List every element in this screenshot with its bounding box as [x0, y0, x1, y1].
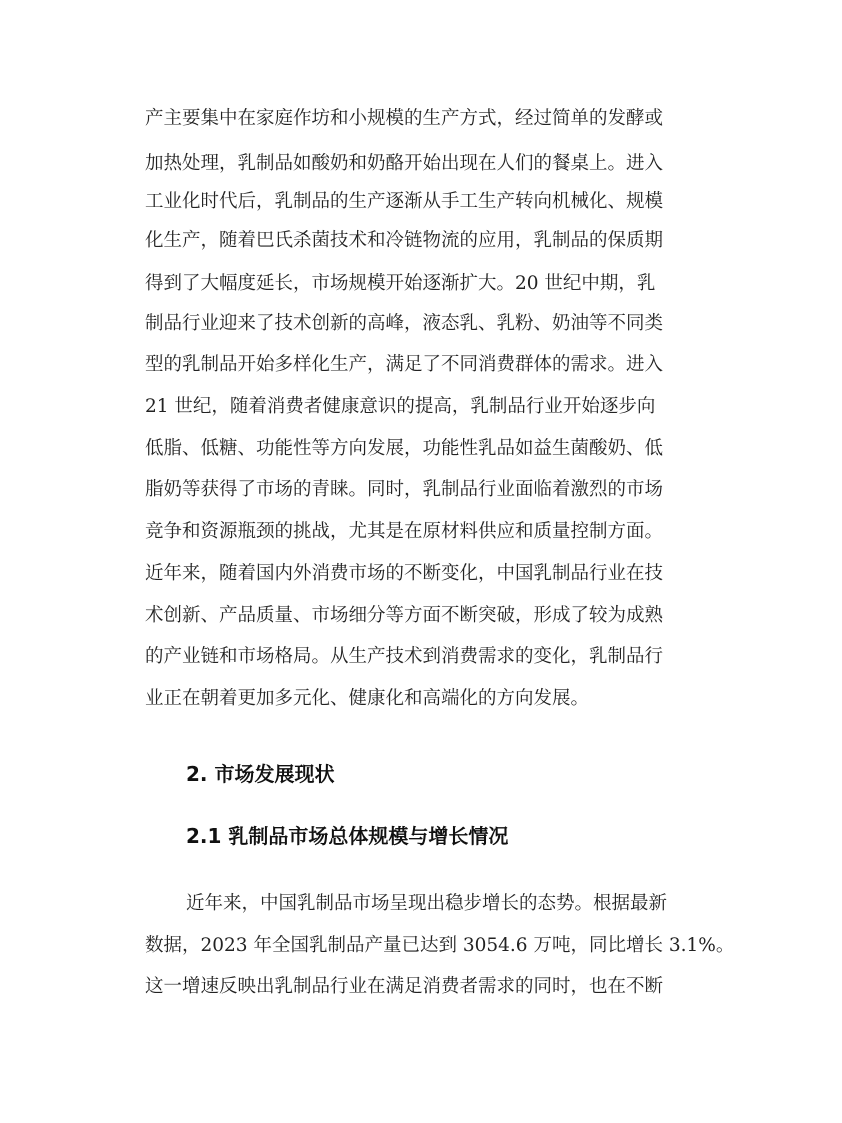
paragraph-line: 得到了大幅度延长，市场规模开始逐渐扩大。20 世纪中期，乳 [145, 273, 656, 294]
paragraph-line: 的产业链和市场格局。从生产技术到消费需求的变化，乳制品行 [145, 646, 664, 667]
paragraph-line: 型的乳制品开始多样化生产，满足了不同消费群体的需求。进入 [145, 354, 664, 375]
paragraph-line: 脂奶等获得了市场的青睐。同时，乳制品行业面临着激烈的市场 [145, 479, 664, 500]
paragraph-line: 加热处理，乳制品如酸奶和奶酪开始出现在人们的餐桌上。进入 [145, 153, 664, 174]
paragraph-line: 化生产，随着巴氏杀菌技术和冷链物流的应用，乳制品的保质期 [145, 230, 664, 251]
paragraph-line: 数据，2023 年全国乳制品产量已达到 3054.6 万吨，同比增长 3.1%。 [145, 935, 735, 956]
paragraph-line: 这一增速反映出乳制品行业在满足消费者需求的同时，也在不断 [145, 976, 664, 997]
paragraph-line: 竞争和资源瓶颈的挑战，尤其是在原材料供应和质量控制方面。 [145, 521, 664, 542]
subsection-heading: 2.1 乳制品市场总体规模与增长情况 [186, 824, 509, 848]
paragraph-line: 工业化时代后，乳制品的生产逐渐从手工生产转向机械化、规模 [145, 191, 664, 212]
paragraph-line: 21 世纪，随着消费者健康意识的提高，乳制品行业开始逐步向 [145, 396, 656, 417]
paragraph-line: 制品行业迎来了技术创新的高峰，液态乳、乳粉、奶油等不同类 [145, 313, 664, 334]
paragraph-line: 术创新、产品质量、市场细分等方面不断突破，形成了较为成熟 [145, 605, 664, 626]
section-heading: 2. 市场发展现状 [186, 762, 335, 786]
paragraph-line: 产主要集中在家庭作坊和小规模的生产方式，经过简单的发酵或 [145, 108, 664, 129]
paragraph-line: 近年来，随着国内外消费市场的不断变化，中国乳制品行业在技 [145, 563, 664, 584]
paragraph-line: 业正在朝着更加多元化、健康化和高端化的方向发展。 [145, 688, 590, 709]
paragraph-line: 近年来，中国乳制品市场呈现出稳步增长的态势。根据最新 [186, 893, 668, 914]
paragraph-line: 低脂、低糖、功能性等方向发展，功能性乳品如益生菌酸奶、低 [145, 438, 664, 459]
